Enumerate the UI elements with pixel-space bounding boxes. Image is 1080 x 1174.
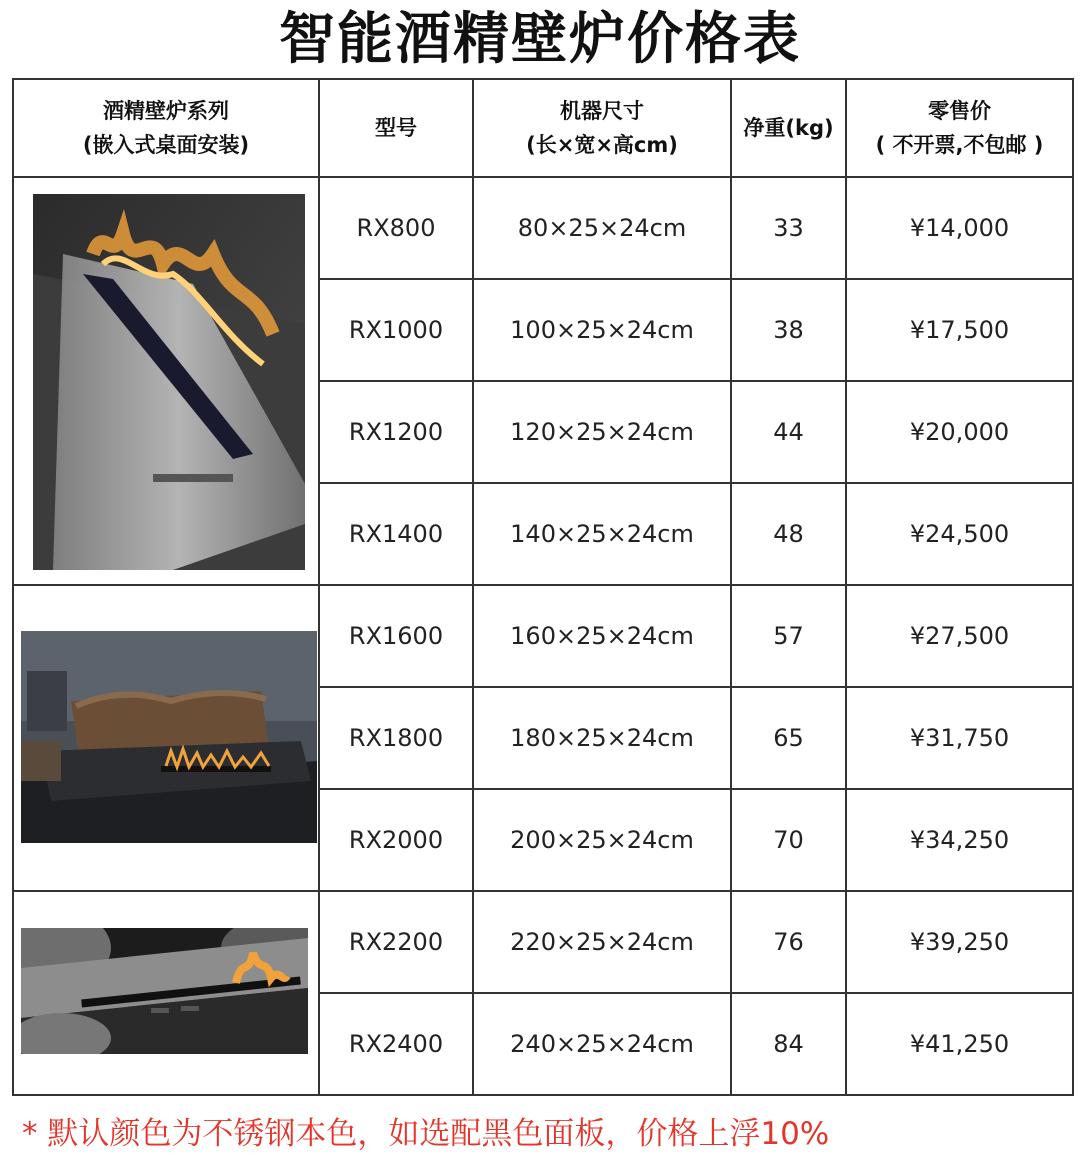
header-weight: 净重(kg) — [731, 79, 846, 177]
table-row — [13, 177, 1073, 279]
model-cell: RX2000 — [319, 789, 473, 891]
header-row — [13, 79, 1073, 177]
price-cell: ¥31,750 — [846, 687, 1073, 789]
product-photo-1 — [33, 194, 305, 570]
price-cell: ¥27,500 — [846, 585, 1073, 687]
price-cell: ¥34,250 — [846, 789, 1073, 891]
weight-cell: 70 — [731, 789, 846, 891]
product-photo-3 — [21, 928, 308, 1054]
product-image-cell-1 — [13, 177, 319, 585]
weight-cell: 33 — [731, 177, 846, 279]
weight-cell: 38 — [731, 279, 846, 381]
weight-cell: 48 — [731, 483, 846, 585]
price-table — [12, 78, 1074, 1096]
price-cell: ¥14,000 — [846, 177, 1073, 279]
price-cell: ¥20,000 — [846, 381, 1073, 483]
table-row — [13, 891, 1073, 993]
header-price: 零售价 ( 不开票,不包邮 ) — [846, 79, 1073, 177]
table-row — [13, 585, 1073, 687]
price-cell: ¥39,250 — [846, 891, 1073, 993]
header-size: 机器尺寸 (长×宽×高cm) — [473, 79, 731, 177]
weight-cell: 44 — [731, 381, 846, 483]
model-cell: RX1600 — [319, 585, 473, 687]
header-series: 酒精壁炉系列 (嵌入式桌面安装) — [13, 79, 319, 177]
product-image-cell-2 — [13, 585, 319, 891]
size-cell: 160×25×24cm — [473, 585, 731, 687]
model-cell: RX2400 — [319, 993, 473, 1095]
weight-cell: 57 — [731, 585, 846, 687]
model-cell: RX2200 — [319, 891, 473, 993]
size-cell: 220×25×24cm — [473, 891, 731, 993]
price-cell: ¥24,500 — [846, 483, 1073, 585]
header-model: 型号 — [319, 79, 473, 177]
size-cell: 100×25×24cm — [473, 279, 731, 381]
model-cell: RX800 — [319, 177, 473, 279]
product-photo-2 — [21, 631, 317, 843]
weight-cell: 76 — [731, 891, 846, 993]
weight-cell: 65 — [731, 687, 846, 789]
product-image-cell-3 — [13, 891, 319, 1095]
size-cell: 200×25×24cm — [473, 789, 731, 891]
color-note: * 默认颜色为不锈钢本色，如选配黑色面板，价格上浮10% — [22, 1116, 830, 1152]
model-cell: RX1000 — [319, 279, 473, 381]
weight-cell: 84 — [731, 993, 846, 1095]
size-cell: 240×25×24cm — [473, 993, 731, 1095]
price-cell: ¥17,500 — [846, 279, 1073, 381]
model-cell: RX1200 — [319, 381, 473, 483]
model-cell: RX1800 — [319, 687, 473, 789]
price-cell: ¥41,250 — [846, 993, 1073, 1095]
page-title: 智能酒精壁炉价格表 — [279, 7, 801, 72]
size-cell: 140×25×24cm — [473, 483, 731, 585]
model-cell: RX1400 — [319, 483, 473, 585]
size-cell: 80×25×24cm — [473, 177, 731, 279]
size-cell: 180×25×24cm — [473, 687, 731, 789]
size-cell: 120×25×24cm — [473, 381, 731, 483]
